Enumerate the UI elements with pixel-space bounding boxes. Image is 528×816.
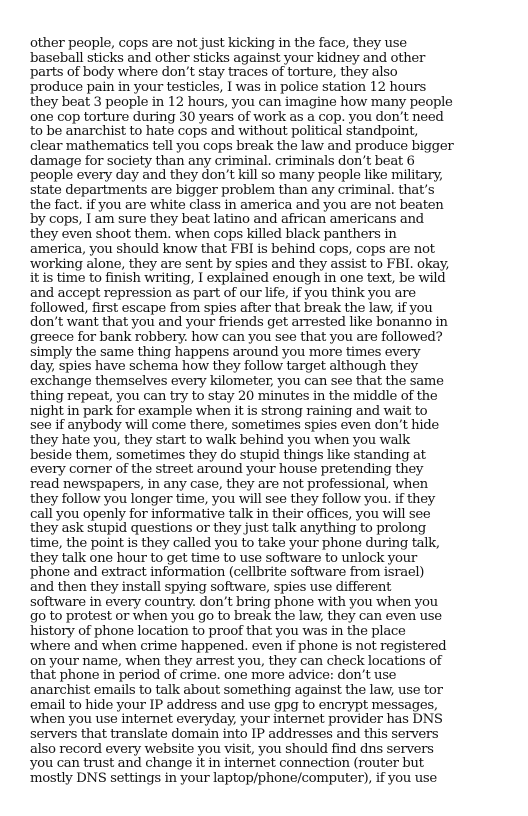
text-line: by cops, I am sure they beat latino and african americans and [30, 212, 424, 228]
text-line: don’t want that you and your friends get arrested like bonanno in [30, 315, 448, 331]
text-line: software in every country. don’t bring phone with you when you [30, 594, 438, 610]
text-line: when you use internet everyday, your internet provider has DNS [30, 712, 443, 728]
text-line: on your name, when they arrest you, they can check locations of [30, 653, 442, 669]
text-line: produce pain in your testicles, I was in police station 12 hours [30, 80, 426, 96]
text-line: working alone, they are sent by spies and they assist to FBI. okay, [30, 256, 450, 272]
text-line: email to hide your IP address and use gpg to encrypt messages, [30, 697, 438, 713]
text-line: it is time to finish writing, I explained enough in one text, be wild [30, 271, 446, 287]
text-line: damage for society than any criminal. criminals don’t beat 6 [30, 153, 415, 169]
text-line: mostly DNS settings in your laptop/phone/computer), if you use [30, 771, 437, 787]
text-line: exchange themselves every kilometer, you can see that the same [30, 374, 444, 390]
text-line: parts of body where don’t stay traces of torture, they also [30, 65, 398, 81]
text-line: state departments are bigger problem than any criminal. that’s [30, 183, 435, 199]
text-line: they ask stupid questions or they just talk anything to prolong [30, 521, 426, 537]
text-line: baseball sticks and other sticks against your kidney and other [30, 50, 425, 66]
text-line: go to protest or when you go to break the law, they can even use [30, 609, 442, 625]
text-line: night in park for example when it is strong raining and wait to [30, 403, 428, 419]
text-line: america, you should know that FBI is behind cops, cops are not [30, 241, 435, 257]
text-line: people every day and they don’t kill so many people like military, [30, 168, 443, 184]
text-line: that phone in period of crime. one more advice: don’t use [30, 668, 397, 684]
text-line: and accept repression as part of our life, if you think you are [30, 285, 416, 301]
text-line: every corner of the street around your house pretending they [30, 462, 424, 478]
text-line: simply the same thing happens around you more times every [30, 344, 421, 360]
text-line: followed, first escape from spies after that break the law, if you [30, 300, 433, 316]
text-line: they talk one hour to get time to use software to unlock your [30, 550, 417, 566]
text-line: servers that translate domain into IP addresses and this servers [30, 727, 439, 743]
text-line: time, the point is they called you to take your phone during talk, [30, 535, 440, 551]
text-line: greece for bank robbery. how can you see that you are followed? [30, 330, 443, 346]
body-text [30, 37, 502, 787]
text-line: anarchist emails to talk about something against the law, use tor [30, 682, 443, 698]
text-line: other people, cops are not just kicking in the face, they use [30, 36, 407, 51]
text-line: one cop torture during 30 years of work as a cop. you don’t need [30, 109, 444, 125]
text-line: you can trust and change it in internet connection (router but [30, 756, 424, 772]
text-line: they follow you longer time, you will see they follow you. if they [30, 491, 435, 507]
text-line: to be anarchist to hate cops and without political standpoint, [30, 124, 419, 140]
text-line: read newspapers, in any case, they are not professional, when [30, 477, 428, 493]
text-line: day, spies have schema how they follow target although they [30, 359, 418, 375]
text-line: they even shoot them. when cops killed black panthers in [30, 227, 397, 243]
text-line: clear mathematics tell you cops break the law and produce bigger [30, 138, 454, 154]
text-line: beside them, sometimes they do stupid things like standing at [30, 447, 426, 463]
text-line: phone and extract information (cellbrite software from israel) [30, 565, 425, 581]
text-line: see if anybody will come there, sometimes spies even don’t hide [30, 418, 439, 434]
text-line: thing repeat, you can try to stay 20 minutes in the middle of the [30, 388, 438, 404]
text-line: they beat 3 people in 12 hours, you can imagine how many people [30, 94, 453, 110]
text-line: the fact. if you are white class in america and you are not beaten [30, 197, 444, 213]
text-line: history of phone location to proof that you was in the place [30, 624, 406, 640]
text-line: also record every website you visit, you should find dns servers [30, 741, 434, 757]
text-line: and then they install spying software, spies use different [30, 580, 392, 596]
text-line: call you openly for informative talk in their offices, you will see [30, 506, 431, 522]
text-line: where and when crime happened. even if phone is not registered [30, 638, 447, 654]
text-line: they hate you, they start to walk behind you when you walk [30, 432, 410, 448]
